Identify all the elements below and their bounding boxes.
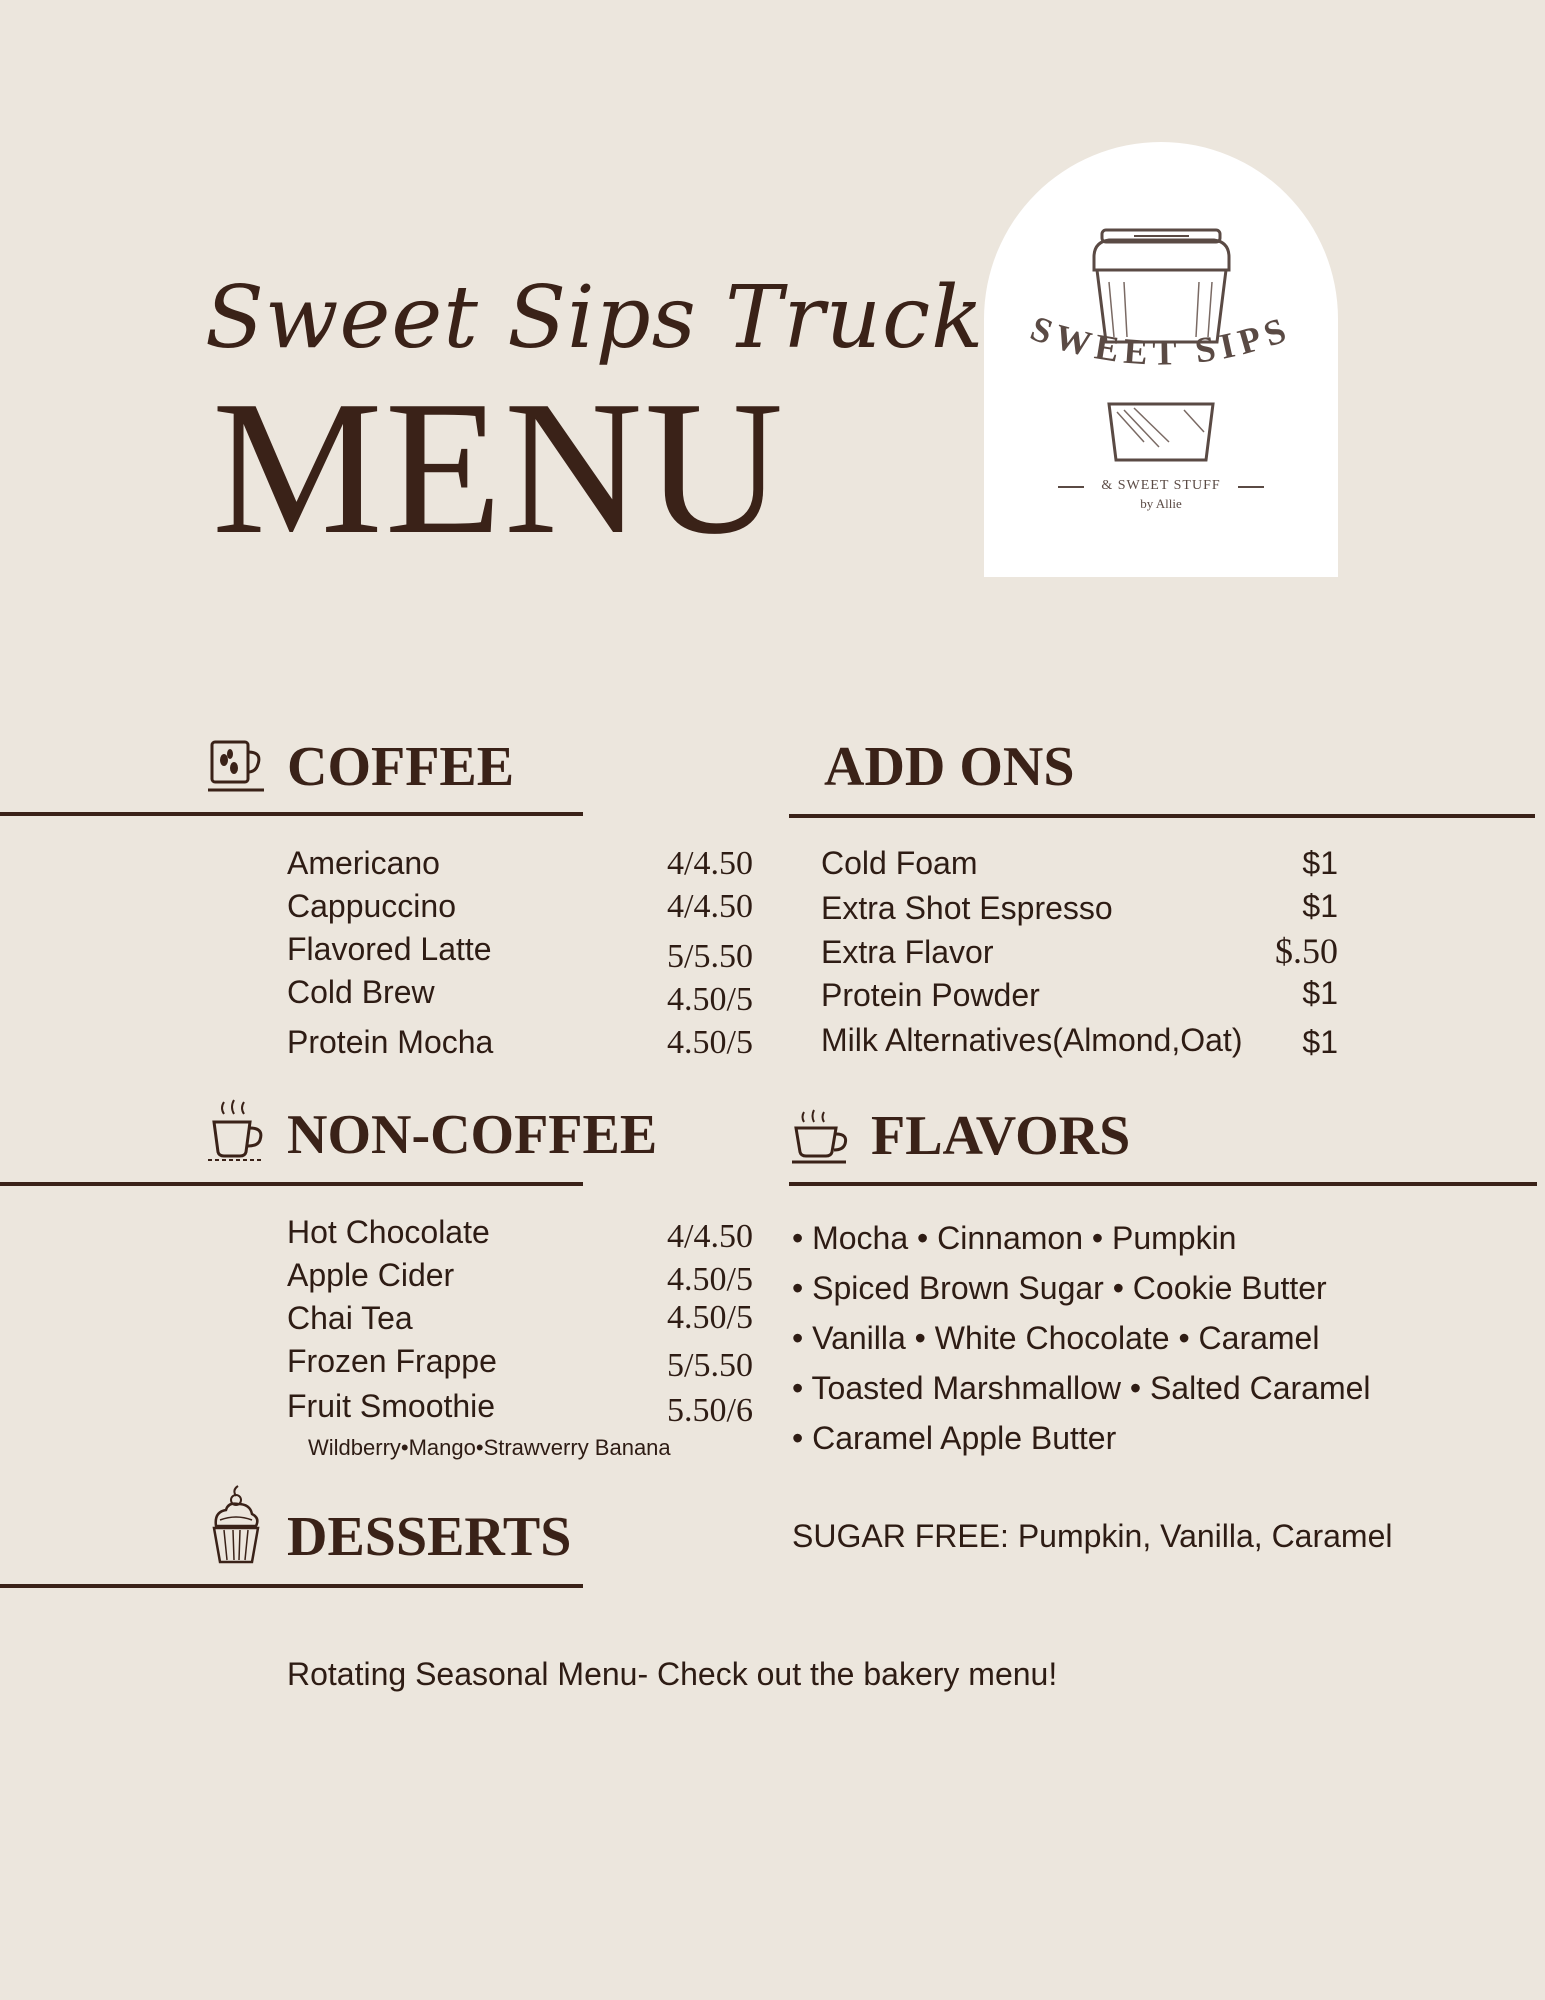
- logo-card: [984, 142, 1338, 577]
- menu-item-frozen-frappe: Frozen Frappe: [287, 1343, 497, 1379]
- section-title-desserts: DESSERTS: [287, 1506, 572, 1568]
- flavor-line-3: • Vanilla • White Chocolate • Caramel: [792, 1320, 1320, 1356]
- section-title-addons: ADD ONS: [824, 736, 1075, 798]
- menu-item-chai-tea: Chai Tea: [287, 1300, 413, 1336]
- menu-item-flavored-latte: Flavored Latte: [287, 931, 492, 967]
- logo-byline: by Allie: [1140, 496, 1182, 511]
- menu-price-frozen-frappe: 5/5.50: [667, 1347, 753, 1384]
- menu-item-fruit-smoothie: Fruit Smoothie: [287, 1388, 496, 1424]
- section-title-flavors: FLAVORS: [871, 1105, 1131, 1167]
- menu-item-protein-mocha: Protein Mocha: [287, 1024, 494, 1060]
- addon-price-protein-powder: $1: [1302, 975, 1338, 1011]
- menu-item-cappuccino: Cappuccino: [287, 888, 456, 924]
- addon-price-cold-foam: $1: [1302, 845, 1338, 881]
- logo-tagline: & SWEET STUFF: [1101, 478, 1221, 493]
- coffee-cup-saucer-icon: [790, 1108, 852, 1166]
- section-title-coffee: COFFEE: [287, 736, 515, 798]
- menu-price-americano: 4/4.50: [667, 845, 753, 882]
- menu-item-apple-cider: Apple Cider: [287, 1257, 455, 1293]
- menu-price-chai-tea: 4.50/5: [667, 1299, 753, 1336]
- svg-text:SWEET SIPS: [1025, 308, 1296, 373]
- cupcake-icon: [208, 1484, 264, 1566]
- flavor-line-4: • Toasted Marshmallow • Salted Caramel: [792, 1370, 1371, 1406]
- menu-price-protein-mocha: 4.50/5: [667, 1024, 753, 1061]
- menu-title: MENU: [212, 361, 786, 574]
- addon-item-protein-powder: Protein Powder: [821, 977, 1040, 1013]
- menu-price-cappuccino: 4/4.50: [667, 888, 753, 925]
- desserts-seasonal-note: Rotating Seasonal Menu- Check out the bakery menu!: [287, 1656, 1058, 1692]
- addon-item-extra-flavor: Extra Flavor: [821, 934, 994, 970]
- menu-price-hot-chocolate: 4/4.50: [667, 1218, 753, 1255]
- steaming-mug-icon: [206, 1098, 268, 1164]
- smoothie-flavors-note: Wildberry•Mango•Strawverry Banana: [308, 1435, 671, 1460]
- desserts-divider: [0, 1584, 583, 1588]
- flavor-line-1: • Mocha • Cinnamon • Pumpkin: [792, 1220, 1237, 1256]
- addon-price-extra-flavor: $.50: [1275, 931, 1338, 971]
- menu-item-americano: Americano: [287, 845, 440, 881]
- addon-item-cold-foam: Cold Foam: [821, 845, 978, 881]
- section-title-noncoffee: NON-COFFEE: [287, 1104, 658, 1166]
- menu-item-cold-brew: Cold Brew: [287, 974, 435, 1010]
- coffee-cup-beans-icon: [206, 738, 268, 800]
- addon-price-extra-shot: $1: [1302, 888, 1338, 924]
- addon-price-milk-alternatives: $1: [1302, 1024, 1338, 1060]
- sugar-free-flavors: SUGAR FREE: Pumpkin, Vanilla, Caramel: [792, 1518, 1393, 1554]
- flavors-divider: [789, 1182, 1537, 1186]
- addon-item-milk-alternatives: Milk Alternatives(Almond,Oat): [821, 1022, 1243, 1058]
- menu-price-cold-brew: 4.50/5: [667, 981, 753, 1018]
- addon-item-extra-shot: Extra Shot Espresso: [821, 890, 1113, 926]
- menu-price-apple-cider: 4.50/5: [667, 1261, 753, 1298]
- logo-brand-text: SWEET SIPS: [1025, 307, 1297, 373]
- flavor-line-2: • Spiced Brown Sugar • Cookie Butter: [792, 1270, 1327, 1306]
- coffee-divider: [0, 812, 583, 816]
- script-title: Sweet Sips Truck: [205, 268, 985, 368]
- flavor-line-5: • Caramel Apple Butter: [792, 1420, 1117, 1456]
- menu-price-fruit-smoothie: 5.50/6: [667, 1392, 753, 1429]
- menu-item-hot-chocolate: Hot Chocolate: [287, 1214, 490, 1250]
- addons-divider: [789, 814, 1535, 818]
- noncoffee-divider: [0, 1182, 583, 1186]
- menu-price-flavored-latte: 5/5.50: [667, 938, 753, 975]
